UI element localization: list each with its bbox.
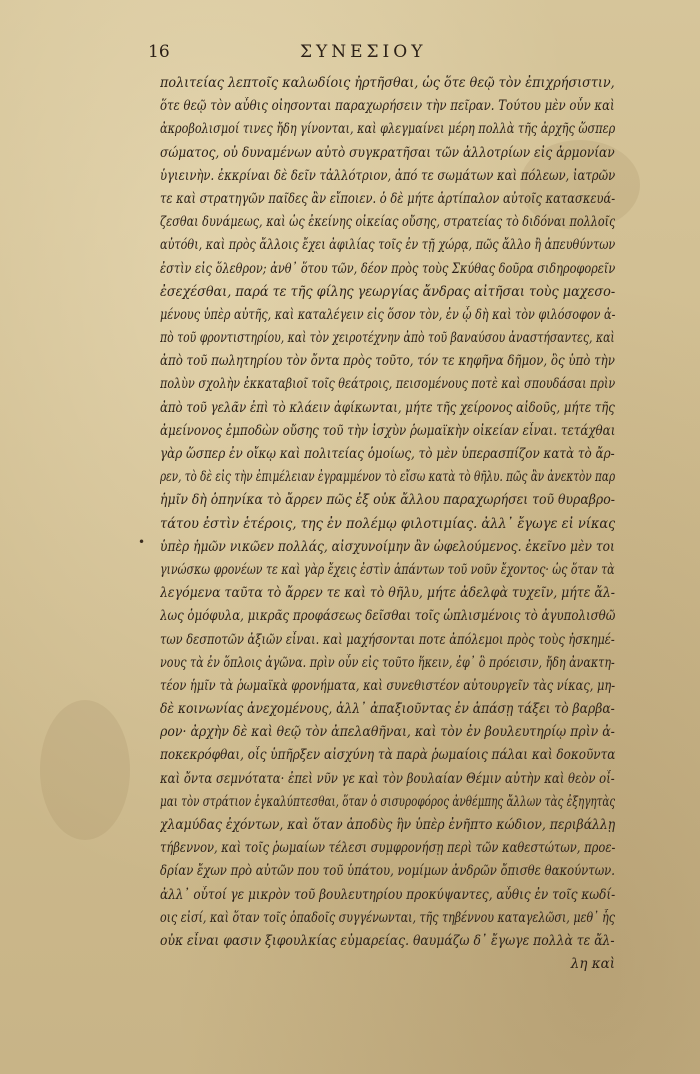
text-line: πολιτείας λεπτοῖς καλωδίοις ἠρτῆσθαι, ὡς ὅτε θεῷ τὸν ἐπιχρήσιστιν, <box>160 75 615 91</box>
page-number: 16 <box>148 42 170 62</box>
body-text <box>160 72 615 976</box>
text-line: λη καὶ <box>570 956 615 973</box>
paper-stain <box>40 700 130 840</box>
text-line: ρεν, τὸ δὲ εἰς τὴν ἐπιμέλειαν ἐγραμμένον τὸ εἴσω κατὰ τὸ θῆλυ. πῶς ἂν ἀνεκτὸν παρ <box>160 469 615 486</box>
text-line: δὲ κοινωνίας ἀνεχομένους, ἀλλ᾽ ἀπαξιοῦντας ἐν ἁπάσῃ τάξει τὸ βαρβα- <box>160 701 615 718</box>
text-line: γὰρ ὥσπερ ἐν οἴκῳ καὶ πολιτείας ὁμοίως, τὸ μὲν ὑπερασπίζον κατὰ τὸ ἄρ- <box>160 446 615 462</box>
text-line: ἐστὶν εἰς ὅλεθρον; ἀνθ᾽ ὅτου τῶν, δέον πρὸς τοὺς Σκύθας δοῦρα σιδηροφορεῖν <box>160 260 615 277</box>
text-line: ὑπὲρ ἡμῶν νικῶεν πολλάς, αἰσχυνοίμην ἂν ὠφελούμενος. ἐκεῖνο μὲν τοι <box>160 538 615 555</box>
text-line: ρον· ἀρχὴν δὲ καὶ θεῷ τὸν ἀπελαθῆναι, καὶ τὸν ἐν βουλευτηρίῳ πρὶν ἀ- <box>160 724 615 741</box>
text-line: ὅτε θεῷ τὸν αὖθις οἰησονται παραχωρήσειν τὴν πεῖραν. Τούτου μὲν οὖν καὶ <box>160 98 615 115</box>
text-line: τήβεννον, καὶ τοῖς ῥωμαίων τέλεσι συμφρονήσῃ περὶ τῶν καθεστώτων, προε- <box>160 840 615 857</box>
page-header <box>0 42 700 66</box>
running-head: ΣΥΝΕΣΙΟΥ <box>300 42 427 62</box>
text-line: ἀπὸ τοῦ γελᾶν ἐπὶ τὸ κλάειν ἀφίκωνται, μήτε τῆς χείρονος αἰδοῦς, μήτε τῆς <box>160 399 615 416</box>
text-line: των δεσποτῶν ἀξιῶν εἶναι. καὶ μαχήσονται ποτε ἀπόλεμοι πρὸς τοὺς ἠσκημέ- <box>160 631 615 648</box>
text-line: οὐκ εἶναι φασιν ξιφουλκίας εὐμαρείας. θαυμάζω δ᾽ ἔγωγε πολλὰ τε ἄλ- <box>160 932 615 949</box>
text-line: τε καὶ στρατηγῶν παῖδες ἂν εἴποιεν. ὁ δὲ μήτε ἀρτίπαλον αὐτοῖς κατασκευά- <box>160 190 615 207</box>
text-line: λεγόμενα ταῦτα τὸ ἄρρεν τε καὶ τὸ θῆλυ, μήτε ἀδελφὰ τυχεῖν, μήτε ἄλ- <box>160 585 615 602</box>
text-line: χλαμύδας ἐχόντων, καὶ ὅταν ἀποδὺς ἣν ὑπὲρ ἐνῆπτο κώδιον, περιβάλλῃ <box>160 817 615 833</box>
text-line: ὑγιεινὴν. ἐκκρίναι δὲ δεῖν τἀλλότριον, ἀπό τε σωμάτων καὶ πόλεων, ἰατρῶν <box>160 167 615 184</box>
text-line: τάτου ἐστὶν ἑτέροις, της ἐν πολέμῳ φιλοτιμίας. ἀλλ᾽ ἔγωγε εἰ νίκας <box>160 515 615 532</box>
text-line: δρίαν ἔχων πρὸ αὐτῶν που τοῦ ὑπάτου, νομίμων ἀνδρῶν ὄπισθε θακούντων. <box>160 863 615 880</box>
text-line: πολὺν σχολὴν ἐκκαταβιοῖ τοῖς θεάτροις, πεισομένους ποτὲ καὶ σπουδάσαι πρὶν <box>160 376 615 393</box>
text-line: γινώσκω φρονέων τε καὶ γὰρ ἔχεις ἐστὶν ἁπάντων τοῦ νοῦν ἔχοντος· ὡς ὅταν τὰ <box>160 561 615 578</box>
text-line: ἐσεχέσθαι, παρά τε τῆς φίλης γεωργίας ἄνδρας αἰτῆσαι τοὺς μαχεσο- <box>160 283 615 300</box>
text-line: ποκεκρόφθαι, οἷς ὑπῆρξεν αἰσχύνη τὰ παρὰ ῥωμαίοις πάλαι καὶ δοκοῦντα <box>160 747 615 764</box>
text-line: τέον ἡμῖν τὰ ῥωμαϊκὰ φρονήματα, καὶ συνεθιστέον αὐτουργεῖν τὰς νίκας, μη- <box>160 677 615 694</box>
text-line: ζεσθαι δυνάμεως, καὶ ὡς ἐκείνης οἰκείας οὔσης, στρατείας τὸ διδόναι πολλοῖς <box>160 214 615 231</box>
text-line: νους τὰ ἐν ὅπλοις ἀγῶνα. πρὶν οὖν εἰς τοῦτο ἥκειν, ἐφ᾽ ὃ πρόεισιν, ἤδη ἀνακτη- <box>160 654 615 671</box>
text-line: ἀμείνονος ἐμποδὼν οὔσης τοῦ τὴν ἰσχὺν ῥωμαϊκὴν οἰκείαν εἶναι. τετάχθαι <box>160 422 615 439</box>
text-line: ἀπὸ τοῦ πωλητηρίου τὸν ὄντα πρὸς τοῦτο, τόν τε κηφῆνα δῆμον, ὃς ὑπὸ τὴν <box>160 353 615 370</box>
text-line: οις εἰσί, καὶ ὅταν τοῖς ὀπαδοῖς συγγένωνται, τῆς τηβέννου καταγελῶσι, μεθ᾽ ἧς <box>160 909 615 926</box>
text-line: καὶ ὄντα σεμνότατα· ἐπεὶ νῦν γε καὶ τὸν βουλαίαν Θέμιν αὐτὴν καὶ θεὸν οἶ- <box>160 770 615 787</box>
text-line: σώματος, οὐ δυναμένων αὐτὸ συγκρατῆσαι τῶν ἀλλοτρίων εἰς ἁρμονίαν <box>160 144 615 161</box>
text-line: ἀκροβολισμοί τινες ἤδη γίνονται, καὶ φλεγμαίνει μέρη πολλὰ τῆς ἀρχῆς ὥσπερ <box>160 121 615 138</box>
margin-mark: • <box>138 535 146 549</box>
text-line: πὸ τοῦ φροντιστηρίου, καὶ τὸν χειροτέχνην ἀπὸ τοῦ βαναύσου ἀναστήσαντες, καὶ <box>160 330 615 347</box>
text-line: αὐτόθι, καὶ πρὸς ἄλλοις ἔχει ἀφιλίας τοῖς ἐν τῇ χώρᾳ, πῶς ἄλλο ἢ ἀπευθύντων <box>160 237 615 254</box>
text-line: μένους ὑπὲρ αὐτῆς, καὶ καταλέγειν εἰς ὅσον τὸν, ἐν ᾧ δὴ καὶ τὸν φιλόσοφον ἀ- <box>160 306 615 323</box>
text-line: μαι τὸν στράτιον ἐγκαλύπτεσθαι, ὅταν ὁ σισυροφόρος ἀνθέμπης ἄλλων τὰς ἐξηγητὰς <box>160 793 615 810</box>
text-line: ἀλλ᾽ οὗτοί γε μικρὸν τοῦ βουλευτηρίου προκύψαντες, αὖθις ἐν τοῖς κωδί- <box>160 886 615 903</box>
text-line: λως ὁμόφυλα, μικρᾶς προφάσεως δεῖσθαι τοῖς ὡπλισμένοις τὸ ἀγυπολισθῶ <box>160 608 615 625</box>
text-line: ἡμῖν δὴ ὁπηνίκα τὸ ἄρρεν πῶς ἐξ οὐκ ἄλλου παραχωρήσει τοῦ θυραβρο- <box>160 492 615 509</box>
